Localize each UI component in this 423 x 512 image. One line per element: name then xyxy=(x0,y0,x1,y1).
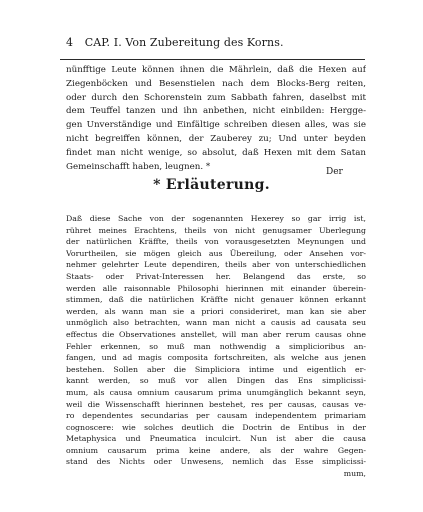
text-line: rühret meines Erachtens, theils von nicht genugsamer Uberlegung xyxy=(66,225,366,235)
text-line: gen Unverständige und Einfältige schreiben diesen alles, was sie xyxy=(66,120,366,131)
text-line: cognoscere: wie solches deutlich die Doctrin de Entibus in der xyxy=(66,422,366,432)
text-line: Staats- oder Privat-Interessen her. Belangend das erste, so xyxy=(66,271,366,281)
text-line: nicht begreiffen können, der Zauberey zu; Und unter beyden xyxy=(66,133,366,144)
page-header xyxy=(66,36,362,49)
text-line: werden, als wann man sie a priori consideriret, man kan sie aber xyxy=(66,306,366,316)
running-title: CAP. I. Von Zubereitung des Korns. xyxy=(84,36,284,49)
text-line: unmöglich also betrachten, wann man nicht a causis ad causata seu xyxy=(66,318,366,328)
text-line: Fehler erkennen, so muß man nothwendig a simplicioribus an- xyxy=(66,341,366,351)
text-line: bestehen. Sollen aber die Simpliciora intime und eigentlich er- xyxy=(66,364,366,374)
catchword: Der xyxy=(326,167,343,177)
text-line: werden alle raisonnable Philosophi hierinnen mit einander überein- xyxy=(66,283,366,293)
text-line: dem Teuffel tanzen und ihn anbethen, nicht einbilden: Hergge- xyxy=(66,106,366,117)
text-line: mum, als causa omnium causarum prima unumgänglich bekannt seyn, xyxy=(66,387,366,397)
text-line: ro dependentes secundarias per causam independentem primariam xyxy=(66,411,366,421)
text-line: findet man nicht wenige, so absolut, daß Hexen mit dem Satan xyxy=(66,147,366,158)
section-title: * Erläuterung. xyxy=(153,177,270,193)
text-line: kannt werden, so muß vor allen Dingen das Ens simplicissi- xyxy=(66,376,366,386)
text-line: stand des Nichts oder Unwesens, nemlich das Esse simplicissi- xyxy=(66,457,366,467)
text-line: fangen, und ad magis composita fortschreiten, als welche aus jenen xyxy=(66,353,366,363)
text-line: weil die Wissenschafft hierinnen bestehet, res per causas, causas ve- xyxy=(66,399,366,409)
text-line: nehmer gelehrter Leute dependiren, theils aber von unterschiedlichen xyxy=(66,260,366,270)
header-rule xyxy=(60,59,365,60)
text-line: Vorurtheilen, sie mögen gleich aus Übereilung, oder Ansehen vor- xyxy=(66,248,366,258)
page-number: 4 xyxy=(66,36,74,49)
text-line: mum, xyxy=(343,469,366,479)
text-line: omnium causarum prima keine andere, als der wahre Gegen- xyxy=(66,445,366,455)
text-line: Daß diese Sache von der sogenannten Hexerey so gar irrig ist, xyxy=(66,214,366,223)
text-line: oder durch den Schorenstein zum Sabbath fahren, daselbst mit xyxy=(66,92,366,103)
lower-text-block xyxy=(66,213,366,480)
text-line: nünfftige Leute können ihnen die Mährlein, daß die Hexen auf xyxy=(66,65,366,75)
text-line: der natürlichen Kräffte, theils von vorausgesetzten Meynungen und xyxy=(66,237,366,247)
text-line: Gemeinschafft haben, leugnen. * xyxy=(66,161,211,172)
text-line: Ziegenböcken und Besenstielen nach dem Blocks-Berg reiten, xyxy=(66,78,366,89)
text-line: Metaphysica und Pneumatica inculcirt. Nun ist aber die causa xyxy=(66,434,366,444)
text-line: effectus die Observationes anstellet, will man aber rerum causas ohne xyxy=(66,329,366,339)
text-line: stimmen, daß die natürlichen Kräffte nicht genauer können erkannt xyxy=(66,295,366,305)
upper-text-block xyxy=(66,64,366,174)
